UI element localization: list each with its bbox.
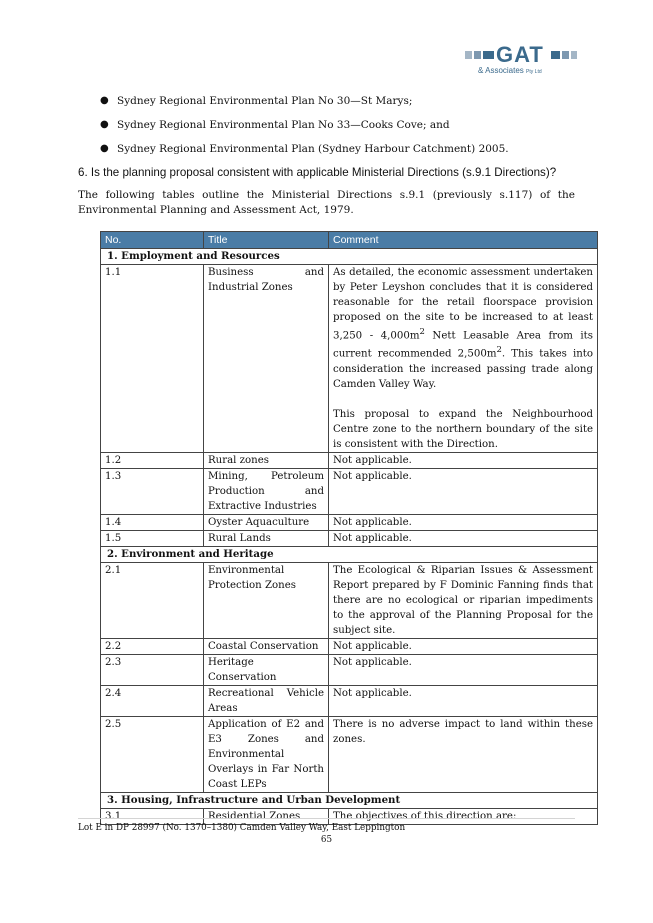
logo-subtitle (478, 66, 542, 75)
list-item (100, 94, 580, 118)
cell-comment: The objectives of this direction are: (329, 808, 598, 824)
paragraph-spacer (333, 392, 593, 407)
logo-associates: & Associates (478, 66, 524, 75)
table-row (101, 638, 598, 654)
section-row (101, 249, 598, 265)
bullet-text: Sydney Regional Environmental Plan No 30—St Marys; (117, 95, 413, 107)
cell-comment: There is no adverse impact to land within these zones. (329, 716, 598, 792)
bullet-icon: ● (100, 143, 109, 154)
company-logo (463, 40, 578, 80)
comment-text: Nett Leasable Area from its current recommended 2,500m (333, 330, 593, 360)
cell-no: 1.2 (101, 452, 204, 468)
table-row (101, 468, 598, 514)
cell-title: Rural Lands (204, 530, 329, 546)
cell-comment: Not applicable. (329, 638, 598, 654)
table-row (101, 452, 598, 468)
cell-no: 2.5 (101, 716, 204, 792)
superscript: 2 (419, 327, 425, 337)
cell-title: Residential Zones (204, 808, 329, 824)
logo-square (551, 51, 560, 59)
cell-no: 1.3 (101, 468, 204, 514)
cell-title: Environmental Protection Zones (204, 562, 329, 638)
list-item (100, 142, 580, 166)
section-heading: 2. Environment and Heritage (101, 546, 598, 562)
logo-square (483, 51, 494, 59)
header-no: No. (101, 232, 204, 249)
table-row (101, 530, 598, 546)
header-title: Title (204, 232, 329, 249)
table-row (101, 562, 598, 638)
bullet-text: Sydney Regional Environmental Plan No 33—Cooks Cove; and (117, 119, 450, 131)
section-heading: 3. Housing, Infrastructure and Urban Development (101, 792, 598, 808)
logo-square (465, 51, 472, 59)
logo-square (571, 51, 577, 59)
superscript: 2 (496, 345, 502, 356)
cell-title: Heritage Conservation (204, 654, 329, 685)
page-number: 65 (320, 835, 333, 845)
table-header-row (101, 232, 598, 249)
bullet-text: Sydney Regional Environmental Plan (Sydney Harbour Catchment) 2005. (117, 143, 509, 155)
cell-comment: Not applicable. (329, 468, 598, 514)
cell-comment: The Ecological & Riparian Issues & Assessment Report prepared by F Dominic Fanning finds that there are no ecological or riparian impediments to the approval of the Planning Proposal for the subject site. (329, 562, 598, 638)
cell-comment: Not applicable. (329, 514, 598, 530)
cell-comment: Not applicable. (329, 452, 598, 468)
cell-title: Business and Industrial Zones (204, 265, 329, 453)
cell-no: 1.4 (101, 514, 204, 530)
table-row (101, 685, 598, 716)
logo-square (474, 51, 481, 59)
ministerial-directions-table (100, 231, 598, 825)
cell-title: Coastal Conservation (204, 638, 329, 654)
cell-comment: Not applicable. (329, 530, 598, 546)
cell-no: 1.5 (101, 530, 204, 546)
table-row (101, 716, 598, 792)
comment-text: As detailed, the economic assessment undertaken by Peter Leyshon concludes that it is considered reasonable for the retail floorspace provision proposed on the site to be increased to at least 3,250 - 4,000m (333, 267, 593, 342)
cell-title: Recreational Vehicle Areas (204, 685, 329, 716)
section-row (101, 792, 598, 808)
header-comment: Comment (329, 232, 598, 249)
cell-comment: Not applicable. (329, 654, 598, 685)
cell-no: 2.2 (101, 638, 204, 654)
logo-square (562, 51, 569, 59)
section-question-heading: 6. Is the planning proposal consistent with applicable Ministerial Directions (s.9.1 Directions)? (78, 166, 557, 179)
cell-comment: Not applicable. (329, 685, 598, 716)
section-heading: 1. Employment and Resources (101, 249, 598, 265)
cell-no: 2.1 (101, 562, 204, 638)
logo-wordmark: GAT (496, 42, 544, 67)
section-row (101, 546, 598, 562)
srep-bullet-list (100, 94, 580, 166)
table-row (101, 514, 598, 530)
cell-title: Application of E2 and E3 Zones and Environmental Overlays in Far North Coast LEPs (204, 716, 329, 792)
cell-no: 2.4 (101, 685, 204, 716)
cell-title: Mining, Petroleum Production and Extractive Industries (204, 468, 329, 514)
bullet-icon: ● (100, 119, 109, 130)
cell-no: 3.1 (101, 808, 204, 824)
table-row (101, 654, 598, 685)
footer-address: Lot E in DP 28997 (No. 1370–1380) Camden Valley Way, East Leppington (78, 823, 406, 833)
cell-no: 1.1 (101, 265, 204, 453)
comment-paragraph (333, 265, 593, 392)
comment-paragraph: This proposal to expand the Neighbourhood Centre zone to the northern boundary of the site is consistent with the Direction. (333, 408, 593, 450)
bullet-icon: ● (100, 95, 109, 106)
intro-paragraph: The following tables outline the Ministerial Directions s.9.1 (previously s.117) of the Environmental Planning and Assessment Act, 1979. (78, 189, 575, 216)
cell-title: Rural zones (204, 452, 329, 468)
list-item (100, 118, 580, 142)
table-row (101, 265, 598, 453)
cell-no: 2.3 (101, 654, 204, 685)
cell-comment (329, 265, 598, 453)
cell-title: Oyster Aquaculture (204, 514, 329, 530)
footer-divider (78, 818, 575, 819)
comment-text: . This takes into consideration the increased passing trade along Camden Valley Way. (333, 348, 593, 390)
logo-pty: Pty Ltd (526, 69, 542, 75)
